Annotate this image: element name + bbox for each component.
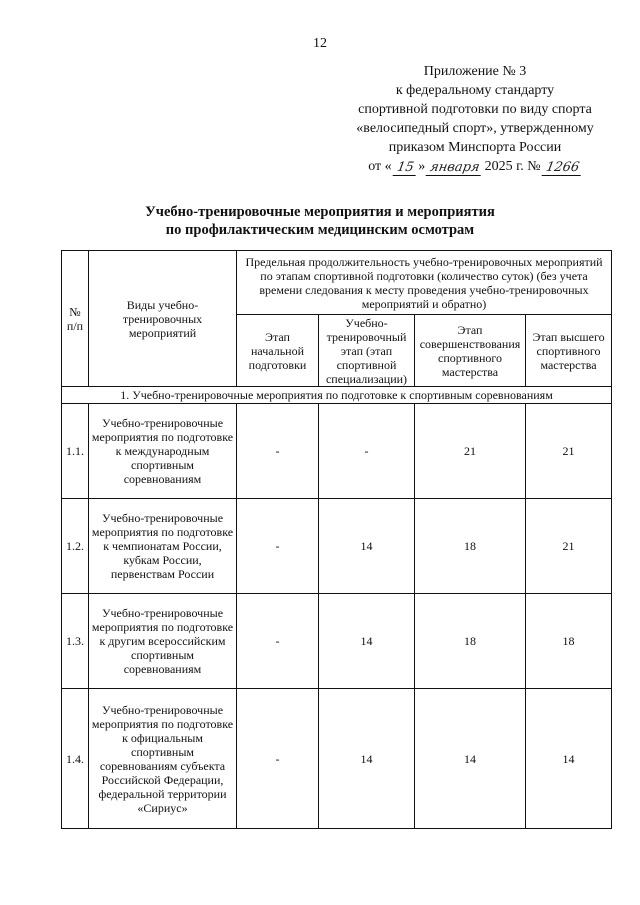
date-mid: » bbox=[418, 159, 426, 174]
value-stage-training: 14 bbox=[319, 499, 415, 594]
value-stage-initial: - bbox=[237, 499, 319, 594]
value-stage-higher: 14 bbox=[526, 689, 612, 829]
title-line-1: Учебно-тренировочные мероприятия и мероприятия bbox=[145, 204, 495, 220]
header-stage-initial: Этап начальной подготовки bbox=[237, 315, 319, 387]
table-row bbox=[62, 689, 612, 829]
appendix-line-5: приказом Минспорта России bbox=[388, 140, 562, 155]
row-number: 1.3. bbox=[62, 594, 89, 689]
table-row bbox=[62, 594, 612, 689]
value-stage-higher: 21 bbox=[526, 499, 612, 594]
row-name: Учебно-тренировочные мероприятия по подготовке к чемпионатам России, кубкам России, первенствам России bbox=[89, 499, 237, 594]
appendix-block bbox=[340, 62, 610, 176]
row-number: 1.1. bbox=[62, 404, 89, 499]
row-name: Учебно-тренировочные мероприятия по подготовке к официальным спортивным соревнованиям субъекта Российской Федерации, федеральной территории «Сириус» bbox=[89, 689, 237, 829]
date-day: 15 bbox=[392, 160, 417, 176]
value-stage-improvement: 14 bbox=[415, 689, 526, 829]
appendix-line-1: Приложение № 3 bbox=[423, 64, 527, 79]
section-heading: 1. Учебно-тренировочные мероприятия по подготовке к спортивным соревнованиям bbox=[62, 387, 612, 404]
appendix-line-3: спортивной подготовки по виду спорта bbox=[358, 102, 592, 117]
header-group: Предельная продолжительность учебно-тренировочных мероприятий по этапам спортивной подготовки (количество суток) (без учета времени следования к месту проведения учебно-тренировочных мероприятий и обратно) bbox=[237, 251, 612, 315]
value-stage-training: 14 bbox=[319, 594, 415, 689]
value-stage-training: - bbox=[319, 404, 415, 499]
page-number: 12 bbox=[313, 36, 327, 51]
appendix-date-line bbox=[340, 157, 610, 176]
appendix-line-2: к федеральному стандарту bbox=[395, 83, 555, 98]
row-number: 1.2. bbox=[62, 499, 89, 594]
value-stage-initial: - bbox=[237, 594, 319, 689]
table-row bbox=[62, 499, 612, 594]
header-kind: Виды учебно-тренировочных мероприятий bbox=[89, 251, 237, 387]
table-row bbox=[62, 404, 612, 499]
date-prefix: от « bbox=[368, 159, 392, 174]
value-stage-higher: 18 bbox=[526, 594, 612, 689]
value-stage-training: 14 bbox=[319, 689, 415, 829]
header-number: № п/п bbox=[62, 251, 89, 387]
row-name: Учебно-тренировочные мероприятия по подготовке к другим всероссийским спортивным соревнованиям bbox=[89, 594, 237, 689]
title-line-2: по профилактическим медицинским осмотрам bbox=[165, 222, 475, 238]
value-stage-initial: - bbox=[237, 689, 319, 829]
value-stage-improvement: 18 bbox=[415, 594, 526, 689]
value-stage-initial: - bbox=[237, 404, 319, 499]
header-stage-training: Учебно-тренировочный этап (этап спортивной специализации) bbox=[319, 315, 415, 387]
header-stage-higher: Этап высшего спортивного мастерства bbox=[526, 315, 612, 387]
value-stage-higher: 21 bbox=[526, 404, 612, 499]
value-stage-improvement: 21 bbox=[415, 404, 526, 499]
appendix-line-4: «велосипедный спорт», утвержденному bbox=[356, 121, 594, 136]
value-stage-improvement: 18 bbox=[415, 499, 526, 594]
document-title bbox=[0, 203, 640, 239]
date-month: января bbox=[426, 160, 484, 176]
date-year: 2025 г. № bbox=[484, 159, 541, 174]
row-name: Учебно-тренировочные мероприятия по подготовке к международным спортивным соревнованиям bbox=[89, 404, 237, 499]
header-stage-improvement: Этап совершенствования спортивного мастерства bbox=[415, 315, 526, 387]
training-events-table bbox=[61, 250, 612, 829]
order-number: 1266 bbox=[541, 160, 583, 176]
row-number: 1.4. bbox=[62, 689, 89, 829]
